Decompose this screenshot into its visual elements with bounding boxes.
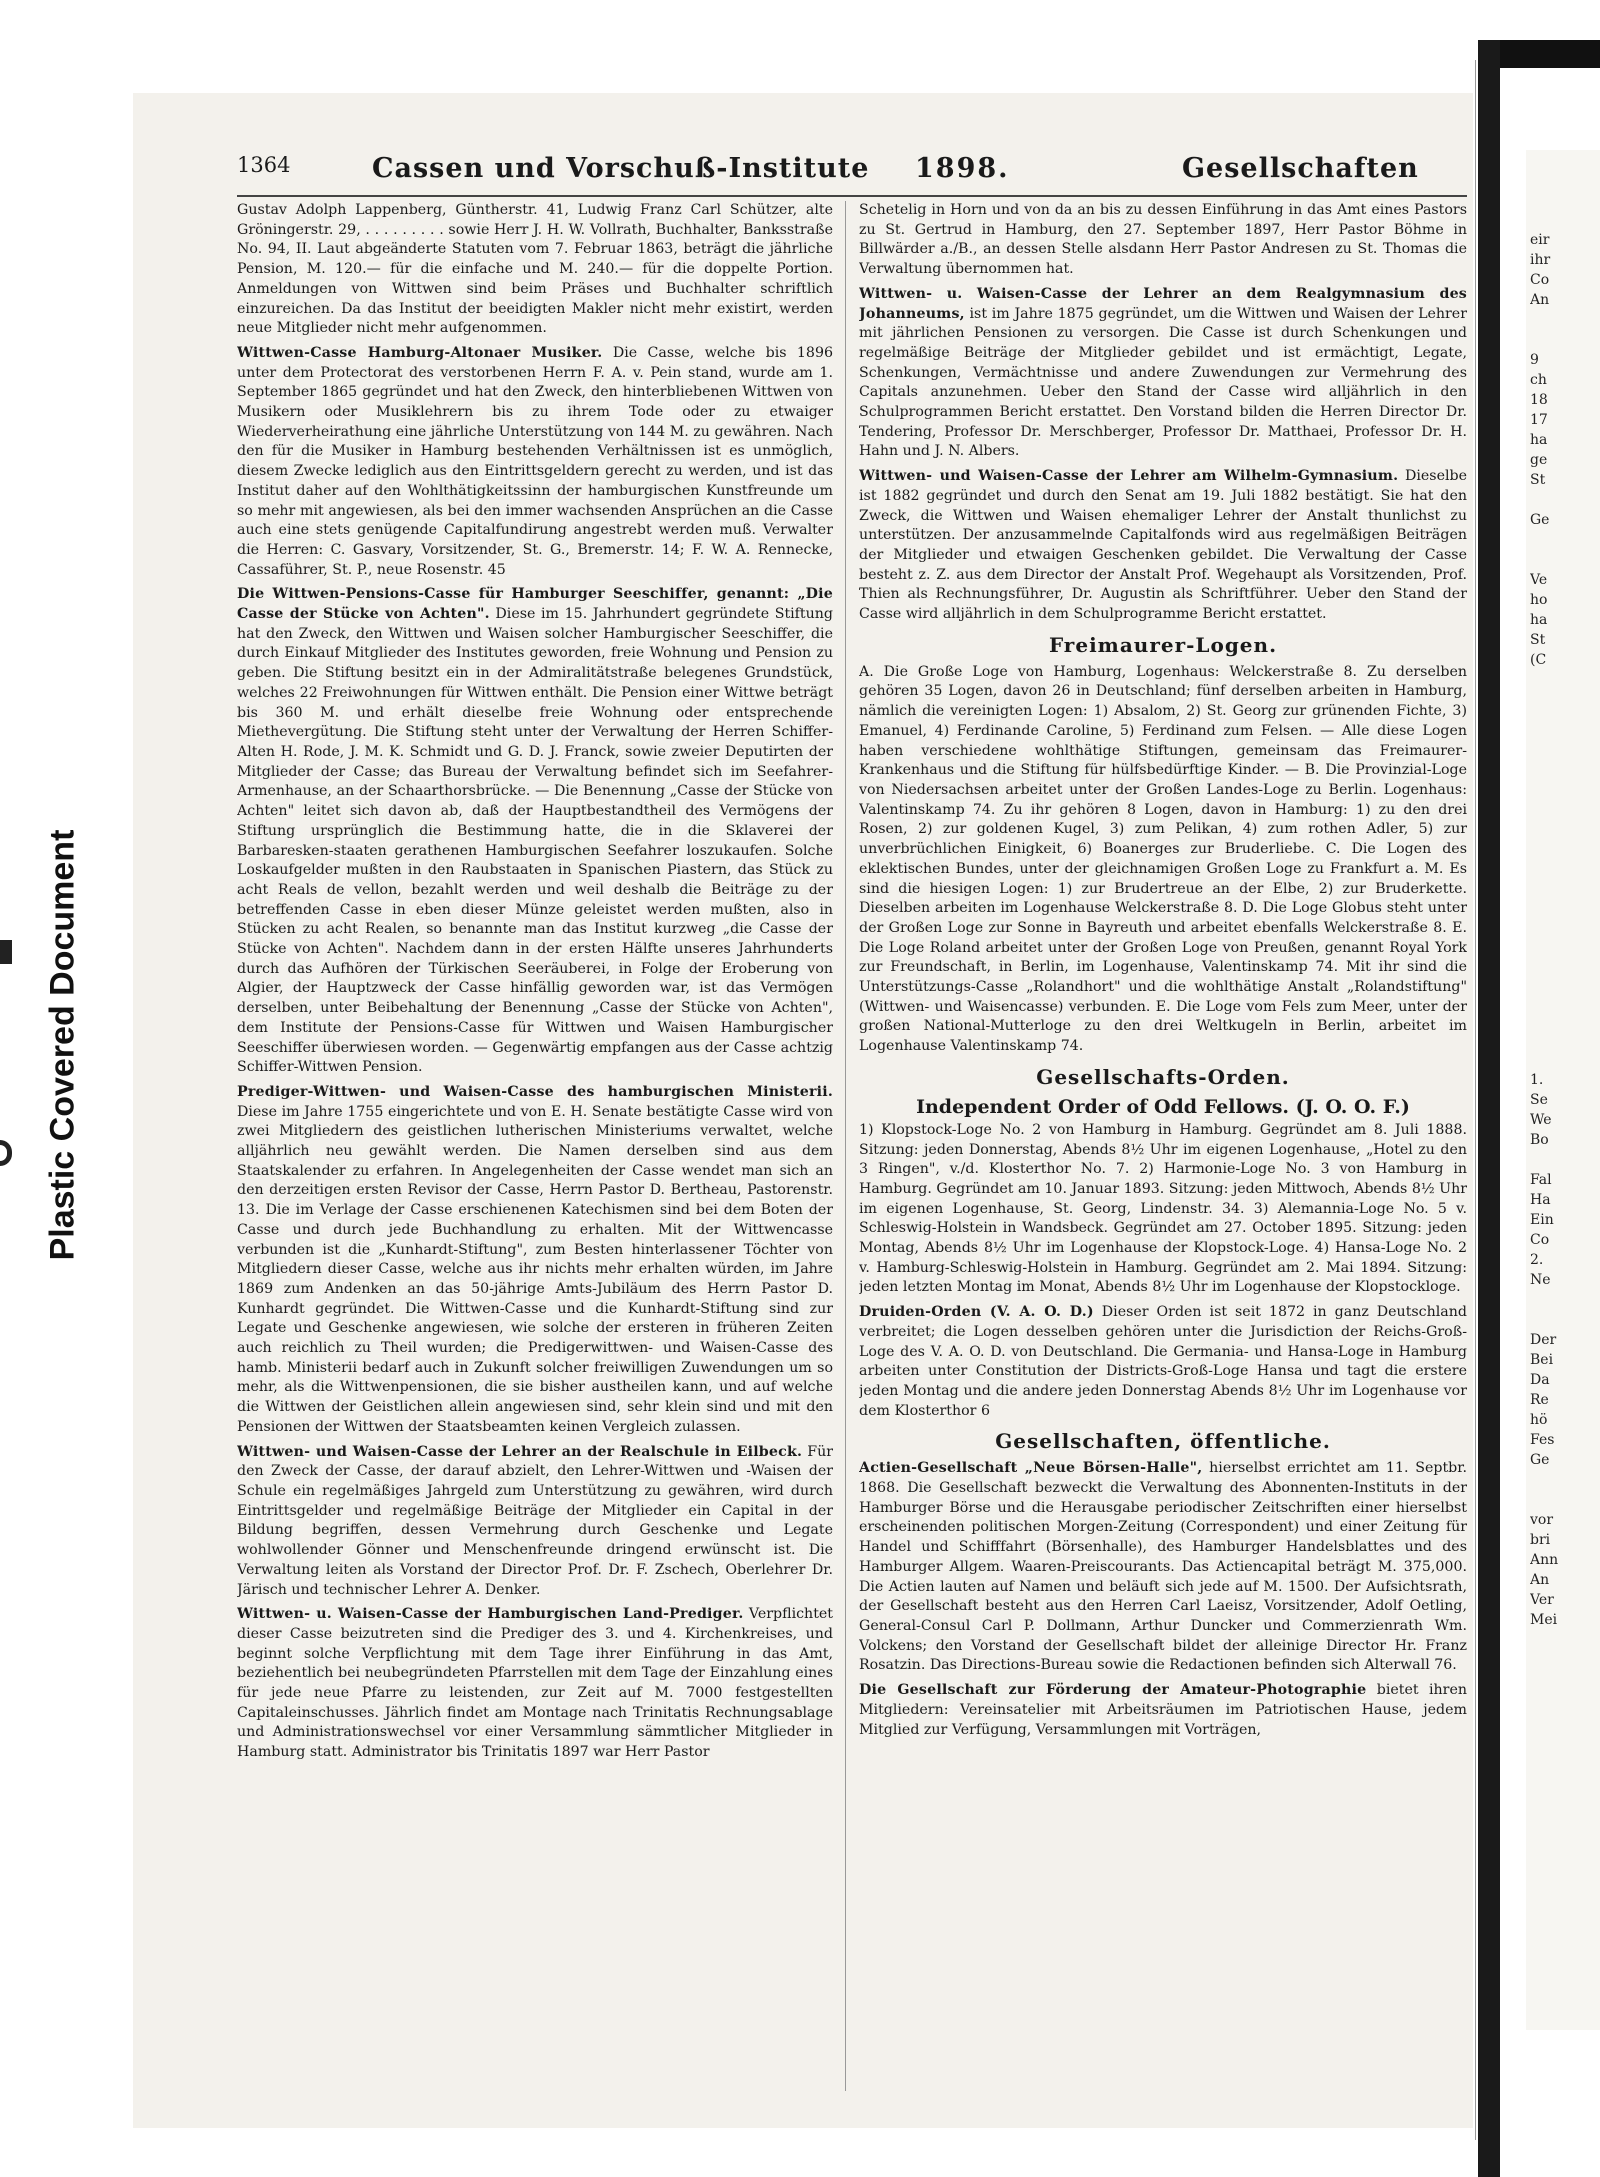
adjacent-page-fragment: Der (1530, 1332, 1557, 1348)
entry-text: Die Casse, welche bis 1896 unter dem Protectorat des verstorbenen Herrn F. A. v. Pein stand, wurde am 1. September 1865 gegründet und hat den Zweck, den hinterbliebenen Wittwen von Musikern oder Musiklehrern bis zu ihrem Tode oder zu etwaiger Wiederverheirathung eine jährliche Unterstützung von 144 M. zu gewähren. Nach den für die Musiker in Hamburg bestehenden Verhältnissen ist es unmöglich, diesem Zwecke lediglich aus den Eintrittsgeldern gerecht zu werden, und ist das Institut daher auf den Wohlthätigkeitssinn der hamburgischen Kunstfreunde um so mehr mit angewiesen, als bei den immer wachsenden Ansprüchen an die Casse auch eine stets genügende Capitalfundirung angestrebt werden muß. Verwalter die Herren: C. Gasvary, Vorsitzender, St. G., Bremerstr. 14; F. W. A. Rennecke, Cassaführer, St. P., neue Rosenstr. 45 (237, 344, 833, 578)
adjacent-page-fragment (1530, 1310, 1600, 1330)
adjacent-page-fragment (1530, 670, 1600, 690)
entry-paragraph (859, 1459, 1467, 1676)
adjacent-page-fragment: Ha (1530, 1192, 1551, 1208)
adjacent-page-fragment (1530, 750, 1600, 770)
adjacent-page-fragment: Se (1530, 1092, 1548, 1108)
page-edge-line (1475, 60, 1476, 2140)
entry-heading: Wittwen- u. Waisen-Casse der Lehrer an dem Realgymnasium des Johanneums, (859, 285, 1467, 322)
page-number: 1364 (237, 153, 291, 177)
section-title-freimaurer: Freimaurer-Logen. (1048, 632, 1278, 657)
adjacent-page-fragment (1530, 1290, 1600, 1310)
adjacent-page-fragment (1530, 930, 1600, 950)
adjacent-page-fragment: Bo (1530, 1132, 1549, 1148)
entry-text: Dieser Orden ist seit 1872 in ganz Deutschland verbreitet; die Logen desselben gehören unter die Jurisdiction der Reichs-Groß-Loge des V. A. O. D. von Deutschland. Die Germania- und Hansa-Loge in Hamburg arbeiten unter Constitution der Districts-Groß-Loge Hansa und tagt die erstere jeden Montag und die andere jeden Donnerstag Abends 8½ Uhr im Logenhause vor dem Klosterthor 6 (859, 1304, 1467, 1419)
entry-paragraph (859, 1121, 1467, 1298)
adjacent-page-fragment (1530, 770, 1600, 790)
adjacent-page-fragment: Da (1530, 1372, 1550, 1388)
adjacent-page-fragment: Fes (1530, 1432, 1555, 1448)
entry-text: hierselbst errichtet am 11. Septbr. 1868. Die Gesellschaft bezweckt die Verwaltung des Abonnenten-Instituts in der Hamburger Börse und die Herausgabe periodischer Zeitschriften einer hierselbst erscheinenden politischen Morgen-Zeitung (Correspondent) und einer Zeitung für Handel und Schifffahrt (Börsenhalle), des Hamburger Handelsblattes und des Hamburger Allgem. Waaren-Preiscourants. Das Actiencapital beträgt M. 375,000. Die Actien lauten auf Namen und beläuft sich jede auf M. 1500. Der Aufsichtsrath, der Gesellschaft besteht aus den Herren Carl Laeisz, Vorsitzender, Adolf Oetling, General-Consul Carl P. Dollmann, Arthur Duncker und Commerzienrath Wm. Volckens; den Vorstand der Gesellschaft bildet der alleinige Director Hr. Franz Rosatzin. Das Directions-Bureau sowie die Redactionen befinden sich Alterwall 76. (859, 1460, 1467, 1674)
plastic-covered-label: Plastic Covered Document (43, 829, 82, 1261)
adjacent-page-fragment: ha (1530, 612, 1548, 628)
adjacent-page-fragment: Co (1530, 272, 1550, 288)
section-title-gesellschafts-orden: Gesellschafts-Orden. (1036, 1064, 1290, 1089)
adjacent-page-fragment: An (1530, 1572, 1550, 1588)
adjacent-page-fragment: Ve (1530, 572, 1548, 588)
entry-heading: Wittwen-Casse Hamburg-Altonaer Musiker. (237, 344, 603, 361)
adjacent-page-fragment: Ne (1530, 1272, 1551, 1288)
entry-paragraph (859, 1303, 1467, 1421)
entry-text: Verpflichtet dieser Casse beizutreten sind die Prediger des 3. und 4. Kirchenkreises, und beginnt solche Verpflichtung mit dem Tage ihrer Einführung in das Amt, beziehentlich bei neubegründeten Pfarrstellen mit dem Tage der Einzahlung eines für jede neue Pfarre zu leistenden, zur Zeit auf M. 7000 festgestellten Capitaleinschusses. Jährlich findet am Montage nach Trinitatis Rechnungsablage und Administrationswechsel vor einer Versammlung sämmtlicher Mitglieder in Hamburg statt. Administrator bis Trinitatis 1897 war Herr Pastor (237, 1606, 833, 1761)
adjacent-page-fragment: An (1530, 292, 1550, 308)
entry-paragraph (859, 285, 1467, 462)
entry-paragraph (237, 585, 833, 1078)
adjacent-page-fragment: ho (1530, 592, 1548, 608)
adjacent-page-fragment: bri (1530, 1532, 1551, 1548)
adjacent-page-fragment: Re (1530, 1392, 1549, 1408)
adjacent-page-fragment: Ge (1530, 512, 1550, 528)
adjacent-page-fragment: We (1530, 1112, 1552, 1128)
header-rule (237, 195, 1467, 197)
entry-heading: Wittwen- und Waisen-Casse der Lehrer an der Realschule in Eilbeck. (237, 1443, 803, 1460)
adjacent-page-fragment (1530, 550, 1600, 570)
entry-paragraph (237, 1083, 833, 1438)
adjacent-page-fragment (1530, 830, 1600, 850)
entry-paragraph (237, 1443, 833, 1601)
adjacent-page-fragment (1530, 1030, 1600, 1050)
adjacent-page-fragment (1530, 950, 1600, 970)
entry-heading: Wittwen- und Waisen-Casse der Lehrer am Wilhelm-Gymnasium. (859, 468, 1399, 485)
adjacent-page-fragment (1530, 810, 1600, 830)
entry-paragraph (859, 1681, 1467, 1740)
header-year: 1898. (915, 153, 1010, 184)
adjacent-page-text (1530, 230, 1600, 2080)
adjacent-page-fragment: 1. (1530, 1072, 1544, 1088)
adjacent-page-fragment: St (1530, 472, 1546, 488)
adjacent-page-fragment: Mei (1530, 1612, 1558, 1628)
page-header (237, 153, 1467, 193)
left-running-title: Cassen und Vorschuß-Institute (372, 153, 870, 184)
adjacent-page-fragment: St (1530, 632, 1546, 648)
adjacent-page-fragment: 9 (1530, 352, 1539, 368)
adjacent-page-fragment: Ge (1530, 1452, 1550, 1468)
adjacent-page-fragment (1530, 1470, 1600, 1490)
entry-text: ist im Jahre 1875 gegründet, um die Wittwen und Waisen der Lehrer mit jährlichen Pensionen zu versorgen. Die Casse ist durch Schenkungen und regelmäßige Beiträge der Mitglieder gebildet und ist ermächtigt, Legate, Schenkungen, Vermächtnisse und andere Zuwendungen zur Vermehrung des Capitals anzunehmen. Ueber den Stand der Casse wird alljährlich in den Schulprogrammen Bericht erstattet. Den Vorstand bilden die Herren Director Dr. Tendering, Professor Dr. Merschberger, Professor Dr. Matthaei, Professor Dr. H. Hahn und J. N. Albers. (859, 305, 1467, 460)
left-scan-margin (0, 0, 130, 2177)
entry-paragraph (237, 1605, 833, 1763)
entry-paragraph (859, 467, 1467, 625)
entry-text: Dieselbe ist 1882 gegründet und durch den Senat am 19. Juli 1882 bestätigt. Sie hat den Zweck, die Wittwen und Waisen ehemaliger Lehrer der Anstalt thunlichst zu unterstützen. Der anzusammelnde Capitalfonds wird aus regelmäßigen Beiträgen der Mitglieder und etwaigen Geschenken gebildet. Die Verwaltung der Casse besteht z. Z. aus dem Director der Anstalt Prof. Wegehaupt als Vorsitzenden, Prof. Thien als Rechnungsführer, Dr. Augustin als Schriftführer. Ueber den Stand der Casse wird alljährlich in dem Schulprogramme Bericht erstattet. (859, 468, 1467, 623)
adjacent-page-fragment (1530, 790, 1600, 810)
left-text-column (237, 201, 833, 2091)
adjacent-page-fragment: Ann (1530, 1552, 1559, 1568)
entry-text: Diese im 15. Jahrhundert gegründete Stiftung hat den Zweck, den Wittwen und Waisen solcher Hamburgischer Seeschiffer, die durch Einkauf Mitglieder des Institutes geworden, freie Wohnung und Pension zu geben. Die Stiftung besitzt ein in der Admiralitätstraße belegenes Grundstück, welches 22 Freiwohnungen für Wittwen enthält. Die Pension einer Wittwe beträgt bis 360 M. und erhält dieselbe freie Wohnung oder entsprechende Miethevergütung. Die Stiftung steht unter der Verwaltung der Herren Schiffer-Alten H. Rode, J. M. K. Schmidt und G. D. J. Franck, sowie zweier Deputirten der Mitglieder der Casse; das Bureau der Verwaltung befindet sich im Seefahrer-Armenhause, an der Schaarthorsbrücke. — Die Benennung „Casse der Stücke von Achten" leitet sich davon ab, daß der Hauptbestandtheil des Vermögens der Stiftung ursprünglich die Bestimmung hatte, die in die Sklaverei der Barbaresken-staaten gerathenen Hamburgischen Seefahrer loszukaufen. Solche Loskaufgelder mußten in den Raubstaaten in Spanischen Piastern, das Stück zu acht Reals de vellon, bezahlt werden und weil deshalb die Beiträge zu der betreffenden Casse in eben dieser Münze geleistet werden mußten, also in Stücken zu acht Realen, so benannte man das Institut kurzweg „die Casse der Stücke von Achten". Nachdem dann in der ersten Hälfte unseres Jahrhunderts durch das Aufhören der Türkischen Seeräuberei, in Folge der Eroberung von Algier, der Hauptzweck der Casse hinfällig geworden war, ist das Vermögen derselben, unter Beibehaltung der Benennung „Casse der Stücke von Achten", dem Institute der Pensions-Casse für Wittwen und Waisen Hamburgischer Seeschiffer überwiesen worden. — Gegenwärtig empfangen aus der Casse achtzig Schiffer-Wittwen Pension. (237, 606, 833, 1076)
entry-heading: Actien-Gesellschaft „Neue Börsen-Halle", (859, 1460, 1203, 1477)
entry-text: Schetelig in Horn und von da an bis zu dessen Einführung in das Amt eines Pastors zu St. Gertrud in Hamburg, den 27. September 1897, Herr Pastor Böhme in Billwärder a./B., an dessen Stelle alsdann Herr Pastor Andresen zu St. Thomas die Verwaltung übernommen hat. (859, 202, 1467, 278)
section-title-gesellschaften-oeffentliche: Gesellschaften, öffentliche. (995, 1429, 1331, 1454)
adjacent-page-fragment (1530, 330, 1600, 350)
entry-text: Gustav Adolph Lappenberg, Güntherstr. 41, Ludwig Franz Carl Schützer, alte Gröningerstr. 29, . . . . . . . . . sowie Herr J. H. W. Vollrath, Buchhalter, Banksstraße No. 94, II. Laut abgeänderte Statuten vom 7. Februar 1863, beträgt die jährliche Pension, M. 120.— für die einfache und M. 240.— für die doppelte Portion. Anmeldungen von Wittwen sind beim Präses und Buchhalter schriftlich einzureichen. Da das Institut der beeidigten Makler nicht mehr existirt, werden neue Mitglieder nicht mehr aufgenommen. (237, 202, 833, 337)
adjacent-page-fragment (1530, 990, 1600, 1010)
adjacent-page-fragment: eir (1530, 232, 1550, 248)
adjacent-page-fragment: Ver (1530, 1592, 1554, 1608)
adjacent-page-fragment (1530, 1050, 1600, 1070)
entry-paragraph (237, 201, 833, 339)
adjacent-page-fragment: Fal (1530, 1172, 1552, 1188)
adjacent-page-fragment (1530, 1010, 1600, 1030)
adjacent-page-fragment (1530, 530, 1600, 550)
column-divider (845, 201, 846, 2091)
adjacent-page-fragment: ch (1530, 372, 1547, 388)
entry-paragraph (237, 344, 833, 580)
binding-mark-curve (0, 1140, 12, 1166)
entry-heading: Wittwen- u. Waisen-Casse der Hamburgischen Land-Prediger. (237, 1606, 744, 1623)
adjacent-page-fragment (1530, 890, 1600, 910)
adjacent-page-fragment: 18 (1530, 392, 1548, 408)
entry-heading: Prediger-Wittwen- und Waisen-Casse des hamburgischen Ministerii. (237, 1083, 833, 1100)
entry-text: Diese im Jahre 1755 eingerichtete und von E. H. Senate bestätigte Casse wird von zwei Mitgliedern des geistlichen lutherischen Ministeriums verwaltet, welche alljährlich neu gewählt werden. Die Namen derselben sind aus dem Staatskalender zu erfahren. In Angelegenheiten der Casse wendet man sich an den derzeitigen ersten Revisor der Casse, Herrn Pastor D. Bertheau, Pastorenstr. 13. Die im Verlage der Casse erschienenen Katechismen sind bei dem Boten der Casse und durch jede Buchhandlung zu erhalten. Mit der Wittwencasse verbunden ist die „Kunhardt-Stiftung", zum Besten hinterlassener Töchter von Mitgliedern dieser Casse, welche aus ihr nichts mehr erhalten würden, im Jahre 1869 zum Andenken an das 50-jährige Amts-Jubiläum des Herrn Pastor D. Kunhardt gegründet. Die Wittwen-Casse und die Kunhardt-Stiftung sind zur Legate und Geschenke angewiesen, wie solche der ersteren in früheren Zeiten auch reichlich zu Theil wurden; die Predigerwittwen- und Waisen-Casse des hamb. Ministerii bedarf auch in Zukunft solcher freiwilligen Zuwendungen um so mehr, als die Wittwenpensionen, die sie bisher austheilen kann, und auf welche die Wittwen der Geistlichen allein angewiesen sind, sehr klein sind und mit den Pensionen der Wittwen der Staatsbeamten keinen Vergleich zulassen. (237, 1103, 833, 1435)
right-text-column (859, 201, 1467, 2091)
adjacent-page-fragment: ihr (1530, 252, 1551, 268)
entry-text: A. Die Große Loge von Hamburg, Logenhaus: Welckerstraße 8. Zu derselben gehören 35 Logen, davon 26 in Deutschland; fünf derselben arbeiten in Hamburg, nämlich die vereinigten Logen: 1) Absalom, 2) St. Georg zur grünenden Fichte, 3) Emanuel, 4) Ferdinande Caroline, 5) Ferdinand zum Felsen. — Alle diese Logen haben verschiedene wohlthätige Stiftungen, gemeinsam das Freimaurer-Krankenhaus und die Stiftung für hülfsbedürftige Kinder. — B. Die Provinzial-Loge von Niedersachsen arbeitet unter der Großen Landes-Loge zu Berlin. Logenhaus: Valentinskamp 74. Zu ihr gehören 8 Logen, davon in Hamburg: 1) zu den drei Rosen, 2) zur goldenen Kugel, 3) zum Pelikan, 4) zum rothen Adler, 5) zur unverbrüchlichen Einigkeit, 6) Boanerges zur Bruderliebe. C. Die Logen des eklektischen Bundes, unter der gleichnamigen Großen Loge zu Frankfurt a. M. Es sind die hiesigen Logen: 1) zur Brudertreue an der Elbe, 2) zur Bruderkette. Dieselben arbeiten im Logenhause Welckerstraße 8. D. Die Loge Globus steht unter der Großen Loge zur Sonne in Bayreuth und arbeitet ebenfalls Welckerstraße 8. E. Die Loge Roland arbeitet unter der Großen Loge von Preußen, genannt Royal York zur Freundschaft, in Berlin, im Logenhause, Valentinskamp 74. Mit ihr sind die Unterstützungs-Casse „Rolandhort" und die wohlthätige Anstalt „Rolandstiftung" (Wittwen- und Waisencasse) verbunden. E. Die Loge vom Fels zum Meer, unter der großen National-Mutterloge zu den drei Weltkugeln in Berlin, arbeitet im Logenhause Valentinskamp 74. (859, 663, 1467, 1055)
adjacent-page-fragment: ge (1530, 452, 1548, 468)
document-page (133, 93, 1473, 2128)
adjacent-page-fragment (1530, 730, 1600, 750)
scan-top-shadow (1500, 40, 1600, 68)
adjacent-page-fragment: ha (1530, 432, 1548, 448)
right-running-title: Gesellschaften (1182, 153, 1419, 184)
adjacent-page-fragment (1530, 1490, 1600, 1510)
binding-gutter (1478, 40, 1500, 2177)
entry-heading: Die Wittwen-Pensions-Casse für Hamburger Seeschiffer, genannt: „Die Casse der Stücke von Achten". (237, 586, 833, 623)
adjacent-page-fragment: (C (1530, 652, 1547, 668)
adjacent-page-fragment: Co (1530, 1232, 1550, 1248)
entry-heading: Die Gesellschaft zur Förderung der Amateur-Photographie (859, 1682, 1367, 1699)
adjacent-page-fragment: vor (1530, 1512, 1554, 1528)
adjacent-page-fragment: 2. (1530, 1252, 1544, 1268)
adjacent-page-fragment (1530, 710, 1600, 730)
entry-paragraph (859, 663, 1467, 1057)
adjacent-page-fragment (1530, 690, 1600, 710)
adjacent-page-fragment: hö (1530, 1412, 1548, 1428)
entry-text: Für den Zweck der Casse, der darauf abzielt, den Lehrer-Wittwen und -Waisen der Schule ein regelmäßiges Jahrgeld zum Unterstützung zu gewähren, wird durch Eintrittsgelder und regelmäßige Beiträge der Mitglieder ein Capital in der Bildung begriffen, dessen Vermehrung durch Geschenke und Legate wohlwollender Gönner und Menschenfreunde dringend erwünscht ist. Die Verwaltung leiten als Vorstand der Director Prof. Dr. F. Zschech, Oberlehrer Dr. Järisch und technischer Lehrer A. Denker. (237, 1443, 833, 1598)
entry-paragraph (859, 201, 1467, 280)
adjacent-page-fragment (1530, 910, 1600, 930)
adjacent-page-fragment: Ein (1530, 1212, 1554, 1228)
entry-heading: Druiden-Orden (V. A. O. D.) (859, 1304, 1094, 1321)
adjacent-page-fragment (1530, 970, 1600, 990)
entry-text: 1) Klopstock-Loge No. 2 von Hamburg in Hamburg. Gegründet am 8. Juli 1888. Sitzung: jeden Donnerstag, Abends 8½ Uhr im eigenen Logenhause, „Hotel zu den 3 Ringen", v./d. Klosterthor No. 7. 2) Harmonie-Loge No. 3 von Hamburg in Hamburg. Gegründet am 10. Januar 1893. Sitzung: jeden Mittwoch, Abends 8½ Uhr im eigenen Logenhause, St. Georg, Lindenstr. 34. 3) Alemannia-Loge No. 5 v. Schleswig-Holstein in Wandsbeck. Gegründet am 27. October 1895. Sitzung: jeden Montag, Abends 8½ Uhr im Logenhause der Klopstock-Loge. 4) Hansa-Loge No. 2 v. Hamburg-Schleswig-Holstein in Hamburg. Gegründet am 2. Mai 1894. Sitzung: jeden letzten Montag im Monat, Abends 8½ Uhr im Logenhause der Klopstockloge. (859, 1121, 1467, 1296)
adjacent-page-fragment (1530, 490, 1600, 510)
binding-mark (0, 940, 12, 964)
entry-text: bietet ihren Mitgliedern: Vereinsatelier mit Arbeitsräumen im Patriotischen Hause, jedem Mitglied zur Verfügung, Versammlungen mit Vorträgen, (859, 1682, 1467, 1738)
subtitle-odd-fellows: Independent Order of Odd Fellows. (J. O. O. F.) (916, 1095, 1410, 1118)
adjacent-page-fragment (1530, 1150, 1600, 1170)
adjacent-page-fragment: Bei (1530, 1352, 1554, 1368)
adjacent-page-fragment (1530, 870, 1600, 890)
adjacent-page-fragment (1530, 850, 1600, 870)
adjacent-page-fragment: 17 (1530, 412, 1548, 428)
adjacent-page-fragment (1530, 310, 1600, 330)
